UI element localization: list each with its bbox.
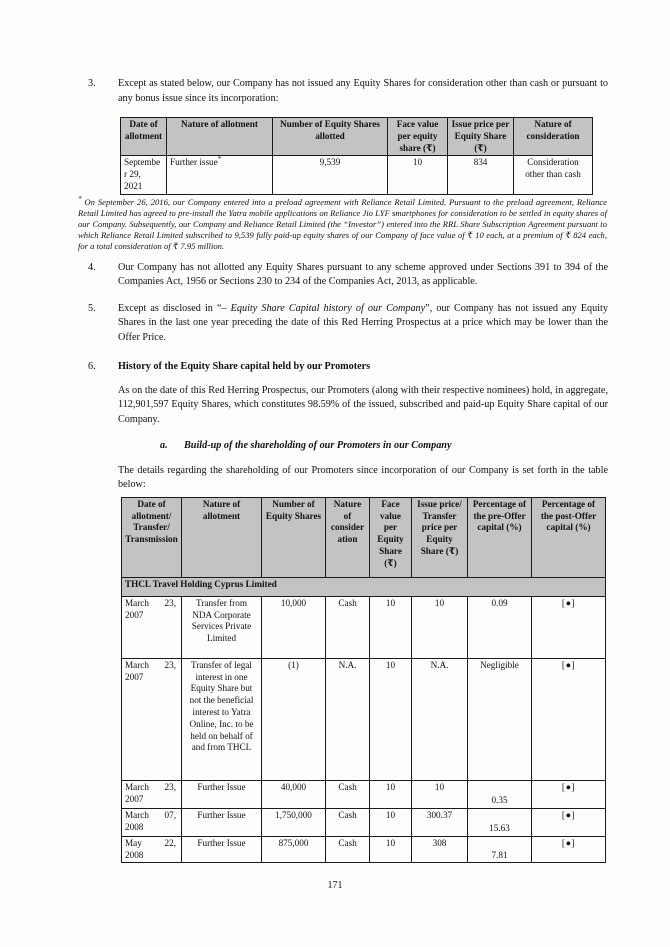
cell-shares: 9,539 <box>273 156 388 194</box>
cell-price: N.A. <box>412 658 468 780</box>
promoter-buildup-table-wrap <box>121 497 670 864</box>
table-row <box>122 780 606 808</box>
cell-nature: Further Issue <box>182 808 262 836</box>
cell-nature: Further Issue <box>182 836 262 863</box>
cell-nature-text: Further issue <box>170 157 218 168</box>
cell-consideration: Cash <box>326 596 370 658</box>
table2-header-row <box>122 497 606 577</box>
cell-face-value: 10 <box>370 596 412 658</box>
cell-nature: Transfer of legal interest in one Equity Share but not the beneficial interest to Yatra Online, Inc. to be held on behalf of and from THCL <box>182 658 262 780</box>
cell-date: March 07, 2008 <box>122 808 182 836</box>
column-header: Issue price/ Transfer price per Equity Share (₹) <box>412 497 468 577</box>
cell-consideration: Cash <box>326 780 370 808</box>
cell-price: 308 <box>412 836 468 863</box>
table2-section-row <box>122 577 606 596</box>
column-header: Percentage of the post-Offer capital (%) <box>532 497 606 577</box>
subsection-a-heading <box>160 439 670 454</box>
footnote-marker: * <box>78 194 82 203</box>
column-header: Face value per Equity Share (₹) <box>370 497 412 577</box>
details-paragraph: The details regarding the shareholding of our Promoters since incorporation of our Company is set forth in the table below: <box>118 464 608 491</box>
column-header: Nature of allotment <box>167 118 273 156</box>
cell-date: September 29, 2021 <box>121 156 167 194</box>
text-segment: ”, our Company has not issued any Equity Shares in the last one year preceding the date of this Red Herring Prospectus at a price which may be lower than the Offer Price. <box>118 302 608 343</box>
list-number: 3. <box>88 78 96 89</box>
column-header: Nature of consideration <box>326 497 370 577</box>
promoters-paragraph: As on the date of this Red Herring Prospectus, our Promoters (along with their respective nominees) hold, in aggregate, 112,901,597 Equity Shares, which constitutes 98.59% of the issued, subscribed and paid-up Equity Share capital of our Company. <box>118 384 608 425</box>
cell-price: 300.37 <box>412 808 468 836</box>
column-header: Face value per equity share (₹) <box>388 118 448 156</box>
column-header: Nature of consideration <box>514 118 593 156</box>
column-header: Number of Equity Shares <box>262 497 326 577</box>
cell-pre-offer: 0.09 <box>468 596 532 658</box>
list-item-4 <box>88 261 608 290</box>
footnote <box>78 194 607 252</box>
list-item-3-text: Except as stated below, our Company has not issued any Equity Shares for consideration other than cash or pursuant to any bonus issue since its incorporation: <box>118 78 608 104</box>
cell-pre-offer: 15.63 <box>468 808 532 836</box>
cell-shares: 40,000 <box>262 780 326 808</box>
cell-consideration: Consideration other than cash <box>514 156 593 194</box>
cell-pre-offer: 0.35 <box>468 780 532 808</box>
table-row <box>122 808 606 836</box>
list-item-5 <box>88 302 608 346</box>
cell-price: 10 <box>412 596 468 658</box>
list-number: 6. <box>88 361 96 373</box>
list-number: 4. <box>88 261 96 273</box>
promoter-buildup-table <box>121 497 606 864</box>
cell-issue-price: 834 <box>448 156 514 194</box>
cross-reference-italic: Equity Share Capital history of our Company <box>230 302 426 314</box>
table-row <box>122 836 606 863</box>
cell-post-offer: [●] <box>532 596 606 658</box>
page-number: 171 <box>327 880 343 891</box>
column-header: Nature of allotment <box>182 497 262 577</box>
other-than-cash-table-wrap <box>120 117 670 195</box>
table-row <box>122 596 606 658</box>
footnote-text: On September 26, 2016, our Company entered into a preload agreement with Reliance Retail Limited. Pursuant to the preload agreement, Reliance Retail Limited has agreed to pre-install the Yatra mobile applications on Reliance Jio LYF smartphones for consideration to be settled in equity shares of our Company. Subsequently, our Company and Reliance Retail Limited (the “Investor”) entered into the RRL Share Subscription Agreement pursuant to which Reliance Retail Limited subscribed to 9,539 fully paid-up equity shares of our Company of face value of ₹ 10 each, at a premium of ₹ 824 each, for a total consideration of ₹ 7.95 million. <box>78 196 607 251</box>
cell-consideration: Cash <box>326 808 370 836</box>
cell-date: March 23, 2007 <box>122 596 182 658</box>
cell-pre-offer: 7.81 <box>468 836 532 863</box>
cell-post-offer: [●] <box>532 780 606 808</box>
text-segment: Except as disclosed in “– <box>118 302 231 314</box>
cell-post-offer: [●] <box>532 658 606 780</box>
cell-shares: 875,000 <box>262 836 326 863</box>
cell-face-value: 10 <box>370 658 412 780</box>
table-row <box>121 156 593 194</box>
footnote-marker: * <box>217 155 222 164</box>
list-item-3 <box>88 77 608 106</box>
cell-price: 10 <box>412 780 468 808</box>
cell-consideration: Cash <box>326 836 370 863</box>
cell-shares: 10,000 <box>262 596 326 658</box>
cell-post-offer: [●] <box>532 808 606 836</box>
cell-face-value: 10 <box>388 156 448 194</box>
section-heading: History of the Equity Share capital held by our Promoters <box>118 361 371 373</box>
cell-face-value: 10 <box>370 836 412 863</box>
column-header: Percentage of the pre-Offer capital (%) <box>468 497 532 577</box>
cell-post-offer: [●] <box>532 836 606 863</box>
cell-nature <box>167 156 273 194</box>
subsection-label: a. <box>160 440 168 452</box>
table-row <box>122 658 606 780</box>
list-number: 5. <box>88 302 96 314</box>
subsection-title: Build-up of the shareholding of our Promoters in our Company <box>184 440 452 452</box>
cell-face-value: 10 <box>370 780 412 808</box>
column-header: Date of allotment <box>121 118 167 156</box>
cell-nature: Transfer from NDA Corporate Services Private Limited <box>182 596 262 658</box>
cell-date: March 23, 2007 <box>122 780 182 808</box>
section-row-label: THCL Travel Holding Cyprus Limited <box>122 577 606 596</box>
cell-pre-offer: Negligible <box>468 658 532 780</box>
cell-face-value: 10 <box>370 808 412 836</box>
cell-nature: Further Issue <box>182 780 262 808</box>
cell-shares: (1) <box>262 658 326 780</box>
cell-consideration: N.A. <box>326 658 370 780</box>
list-item-4-text: Our Company has not allotted any Equity Shares pursuant to any scheme approved under Sections 391 to 394 of the Companies Act, 1956 or Sections 230 to 234 of the Companies Act, 2013, as applicable. <box>118 261 608 288</box>
cell-shares: 1,750,000 <box>262 808 326 836</box>
list-item-6 <box>88 360 608 375</box>
column-header: Issue price per Equity Share (₹) <box>448 118 514 156</box>
column-header: Number of Equity Shares allotted <box>273 118 388 156</box>
cell-date: March 23, 2007 <box>122 658 182 780</box>
other-than-cash-table <box>120 117 593 195</box>
list-item-5-text <box>118 302 608 346</box>
column-header: Date of allotment/ Transfer/ Transmission <box>122 497 182 577</box>
table1-header-row <box>121 118 593 156</box>
cell-date: May 22, 2008 <box>122 836 182 863</box>
